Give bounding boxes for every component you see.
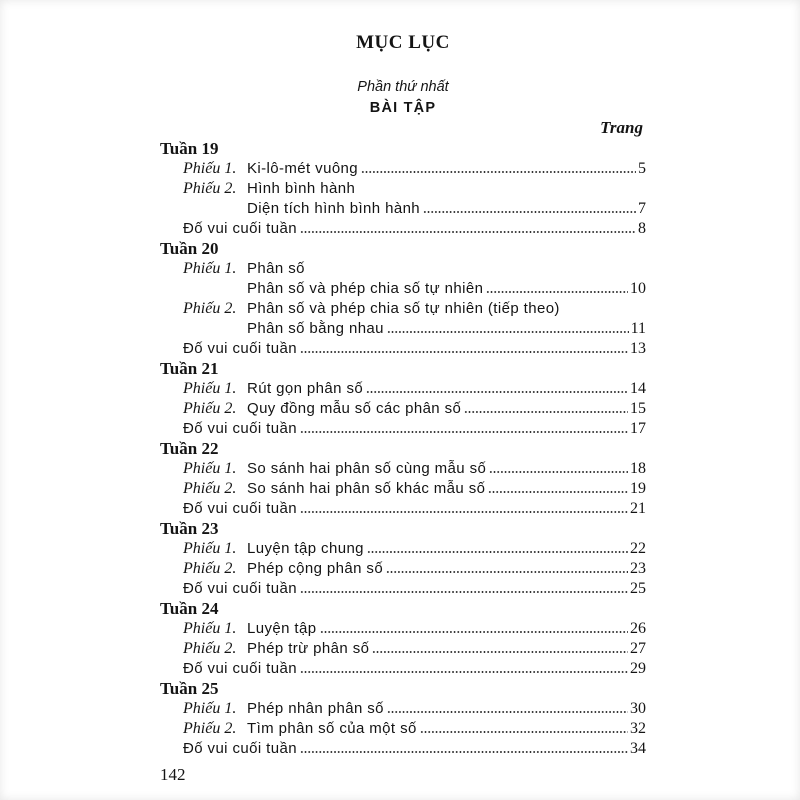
- dot-leader: [387, 711, 628, 713]
- toc-entry-quiz: [160, 499, 646, 519]
- worksheet-label: Phiếu 1.: [183, 380, 237, 397]
- worksheet-label: Phiếu 1.: [183, 620, 237, 637]
- worksheet-label: Phiếu 2.: [183, 480, 237, 497]
- toc-entry: [160, 279, 646, 299]
- toc-entry-quiz: [160, 579, 646, 599]
- worksheet-label: Phiếu 2.: [183, 180, 237, 197]
- week-title: Tuần 24: [160, 599, 219, 618]
- entry-title: Phân số: [247, 260, 305, 277]
- week-section: [160, 239, 646, 359]
- week-section: [160, 599, 646, 679]
- toc-entry-quiz: [160, 739, 646, 759]
- toc-entry: [160, 559, 646, 579]
- quiz-title: Đố vui cuối tuần: [183, 500, 297, 517]
- toc-entry: [160, 719, 646, 739]
- toc-entry-quiz: [160, 339, 646, 359]
- entry-title: So sánh hai phân số khác mẫu số: [247, 480, 486, 497]
- dot-leader: [386, 571, 628, 573]
- dot-leader: [372, 651, 628, 653]
- worksheet-label: Phiếu 1.: [183, 460, 237, 477]
- week-title: Tuần 21: [160, 359, 219, 378]
- week-section: [160, 679, 646, 759]
- part-title: Phần thứ nhất: [357, 79, 449, 95]
- worksheet-label: Phiếu 1.: [183, 260, 237, 277]
- entry-title: Luyện tập: [247, 620, 317, 637]
- page-number: 18: [630, 460, 646, 477]
- entry-title: Tìm phân số của một số: [247, 720, 417, 737]
- page-number: 19: [630, 480, 646, 497]
- week-title: Tuần 23: [160, 519, 219, 538]
- page-number: 13: [630, 340, 646, 357]
- dot-leader: [361, 171, 636, 173]
- dot-leader: [486, 291, 628, 293]
- dot-leader: [366, 391, 628, 393]
- page-number: 5: [638, 160, 646, 177]
- quiz-title: Đố vui cuối tuần: [183, 220, 297, 237]
- entry-title: Rút gọn phân số: [247, 380, 364, 397]
- worksheet-label: Phiếu 1.: [183, 540, 237, 557]
- quiz-title: Đố vui cuối tuần: [183, 340, 297, 357]
- entry-title: Phép nhân phân số: [247, 700, 384, 717]
- entry-title: Quy đồng mẫu số các phân số: [247, 400, 462, 417]
- entry-title: Diện tích hình bình hành: [247, 200, 421, 217]
- page-number: 30: [630, 700, 646, 717]
- page-number: 25: [630, 580, 646, 597]
- page-number: 7: [638, 200, 646, 217]
- toc-entry-quiz: [160, 219, 646, 239]
- worksheet-label: Phiếu 1.: [183, 700, 237, 717]
- page-number: 15: [630, 400, 646, 417]
- dot-leader: [387, 331, 629, 333]
- worksheet-label: Phiếu 2.: [183, 720, 237, 737]
- entry-title: Phép trừ phân số: [247, 640, 370, 657]
- worksheet-label: Phiếu 2.: [183, 640, 237, 657]
- toc-entry: [160, 179, 646, 199]
- week-section: [160, 439, 646, 519]
- quiz-title: Đố vui cuối tuần: [183, 740, 297, 757]
- section-title: BÀI TẬP: [369, 100, 437, 116]
- page-number: 8: [638, 220, 646, 237]
- toc-entry: [160, 399, 646, 419]
- page-number: 34: [630, 740, 646, 757]
- worksheet-label: Phiếu 2.: [183, 400, 237, 417]
- week-title: Tuần 25: [160, 679, 219, 698]
- quiz-title: Đố vui cuối tuần: [183, 660, 297, 677]
- toc-entry: [160, 459, 646, 479]
- entry-title: Ki-lô-mét vuông: [247, 160, 359, 177]
- worksheet-label: Phiếu 2.: [183, 300, 237, 317]
- dot-leader: [489, 471, 628, 473]
- toc-entry: [160, 319, 646, 339]
- entry-title: Hình bình hành: [247, 180, 356, 197]
- page-number: 22: [630, 540, 646, 557]
- page-number: 10: [630, 280, 646, 297]
- dot-leader: [420, 731, 628, 733]
- page-number: 26: [630, 620, 646, 637]
- entry-title: Phân số và phép chia số tự nhiên (tiếp theo): [247, 300, 560, 317]
- quiz-title: Đố vui cuối tuần: [183, 580, 297, 597]
- toc-entry: [160, 299, 646, 319]
- page-number: 11: [630, 320, 646, 337]
- dot-leader: [300, 591, 628, 593]
- week-section: [160, 359, 646, 439]
- dot-leader: [300, 671, 628, 673]
- dot-leader: [367, 551, 628, 553]
- toc-entry: [160, 199, 646, 219]
- toc-entry: [160, 259, 646, 279]
- toc-entry: [160, 539, 646, 559]
- dot-leader: [300, 431, 628, 433]
- toc-entry: [160, 159, 646, 179]
- toc-heading: MỤC LỤC: [356, 32, 450, 53]
- week-section: [160, 519, 646, 599]
- dot-leader: [464, 411, 628, 413]
- page-number: 29: [630, 660, 646, 677]
- entry-title: Phân số và phép chia số tự nhiên: [247, 280, 484, 297]
- week-section: [160, 139, 646, 239]
- page-number: 23: [630, 560, 646, 577]
- entry-title: Phân số bằng nhau: [247, 320, 384, 337]
- page-number: 32: [630, 720, 646, 737]
- page-number: 27: [630, 640, 646, 657]
- toc-entry: [160, 639, 646, 659]
- quiz-title: Đố vui cuối tuần: [183, 420, 297, 437]
- worksheet-label: Phiếu 2.: [183, 560, 237, 577]
- toc-entry: [160, 699, 646, 719]
- week-title: Tuần 19: [160, 139, 219, 158]
- week-title: Tuần 22: [160, 439, 219, 458]
- page-column-label: Trang: [600, 118, 643, 137]
- entry-title: So sánh hai phân số cùng mẫu số: [247, 460, 487, 477]
- dot-leader: [300, 351, 628, 353]
- dot-leader: [300, 751, 628, 753]
- entry-title: Luyện tập chung: [247, 540, 364, 557]
- entry-title: Phép cộng phân số: [247, 560, 384, 577]
- toc-entry: [160, 379, 646, 399]
- toc-list: [160, 139, 646, 759]
- page-number: 21: [630, 500, 646, 517]
- dot-leader: [300, 511, 628, 513]
- toc-entry: [160, 619, 646, 639]
- dot-leader: [320, 631, 629, 633]
- page-number: 14: [630, 380, 646, 397]
- footer-page-number: 142: [160, 765, 186, 784]
- toc-entry: [160, 479, 646, 499]
- dot-leader: [423, 211, 636, 213]
- dot-leader: [300, 231, 636, 233]
- worksheet-label: Phiếu 1.: [183, 160, 237, 177]
- page-number: 17: [630, 420, 646, 437]
- toc-entry-quiz: [160, 659, 646, 679]
- toc-entry-quiz: [160, 419, 646, 439]
- dot-leader: [488, 491, 628, 493]
- week-title: Tuần 20: [160, 239, 219, 258]
